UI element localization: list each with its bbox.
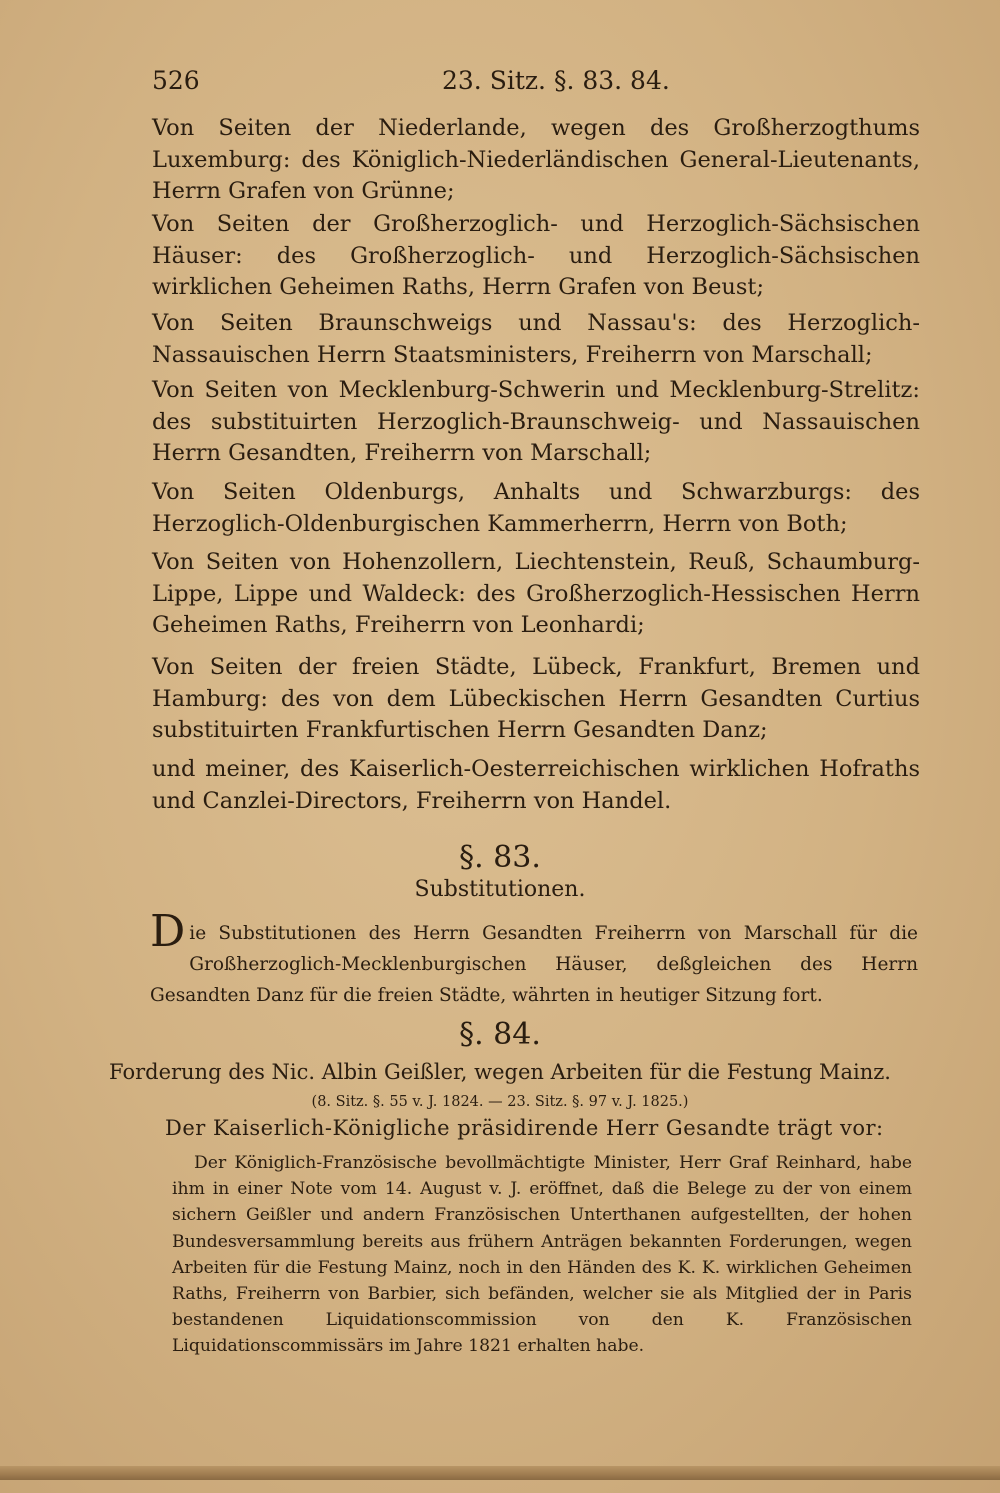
section-84-citation: (8. Sitz. §. 55 v. J. 1824. — 23. Sitz. §. 97 v. J. 1825.) [311, 1094, 689, 1110]
section-84-body: Der Königlich-Französische bevollmächtigte Minister, Herr Graf Reinhard, habe ihm in einer Note vom 14. August v. J. eröffnet, daß die Belege zu der von einem sichern Geißler und andern Französischen Unterthanen aufgestellten, der hohen Bundesversammlung bereits aus frühern Anträgen bekannten Forderungen, wegen Arbeiten für die Festung Mainz, noch in den Händen des K. K. wirklichen Geheimen Raths, Freiherrn von Barbier, sich befänden, welcher sie als Mitglied der in Paris bestandenen Liquidationscommission von den K. Französischen Liquidationscommissärs im Jahre 1821 erhalten habe. [172, 1153, 912, 1357]
entry-oldenburg: Von Seiten Oldenburgs, Anhalts und Schwarzburgs: des Herzoglich-Oldenburgischen Kammerherrn, Herrn von Both; [152, 479, 920, 537]
page-bottom-edge [0, 1466, 1000, 1480]
section-84-speaker: Der Kaiserlich-Königliche präsidirende Herr Gesandte trägt vor: [165, 1116, 884, 1140]
page-number: 526 [152, 66, 200, 95]
section-84-number: §. 84. [459, 1017, 541, 1052]
drop-cap: D [150, 906, 186, 957]
section-83-body: ie Substitutionen des Herrn Gesandten Freiherrn von Marschall für die Großherzoglich-Mecklenburgischen Häuser, deßgleichen des Herrn Gesandten Danz für die freien Städte, währten in heutiger Sitzung fort. [150, 923, 918, 1006]
running-head: 23. Sitz. §. 83. 84. [442, 66, 670, 95]
section-83-title: Substitutionen. [414, 877, 586, 902]
entry-free-cities: Von Seiten der freien Städte, Lübeck, Frankfurt, Bremen und Hamburg: des von dem Lübeckischen Herrn Gesandten Curtius substituirten Frankfurtischen Herrn Gesandten Danz; [152, 654, 920, 743]
section-83-text [150, 906, 918, 1011]
entry-mecklenburg: Von Seiten von Mecklenburg-Schwerin und Mecklenburg-Strelitz: des substituirten Herzoglich-Braunschweig- und Nassauischen Herrn Gesandten, Freiherrn von Marschall; [152, 377, 920, 466]
section-84-title: Forderung des Nic. Albin Geißler, wegen Arbeiten für die Festung Mainz. [109, 1060, 891, 1084]
section-83-number: §. 83. [459, 840, 541, 875]
entry-braunschweig-nassau: Von Seiten Braunschweigs und Nassau's: des Herzoglich-Nassauischen Herrn Staatsministers, Freiherrn von Marschall; [152, 310, 920, 368]
page-header [152, 66, 912, 106]
entry-saxon-houses: Von Seiten der Großherzoglich- und Herzoglich-Sächsischen Häuser: des Großherzoglich- und Herzoglich-Sächsischen wirklichen Geheimen Raths, Herrn Grafen von Beust; [152, 211, 920, 300]
entry-luxemburg: Von Seiten der Niederlande, wegen des Großherzogthums Luxemburg: des Königlich-Niederländischen General-Lieutenants, Herrn Grafen von Grünne; [152, 115, 920, 204]
entry-closing: und meiner, des Kaiserlich-Oesterreichischen wirklichen Hofraths und Canzlei-Directors, Freiherrn von Handel. [152, 756, 920, 814]
entry-hohenzollern: Von Seiten von Hohenzollern, Liechtenstein, Reuß, Schaumburg-Lippe, Lippe und Waldeck: des Großherzoglich-Hessischen Herrn Geheimen Raths, Freiherrn von Leonhardi; [152, 549, 920, 638]
